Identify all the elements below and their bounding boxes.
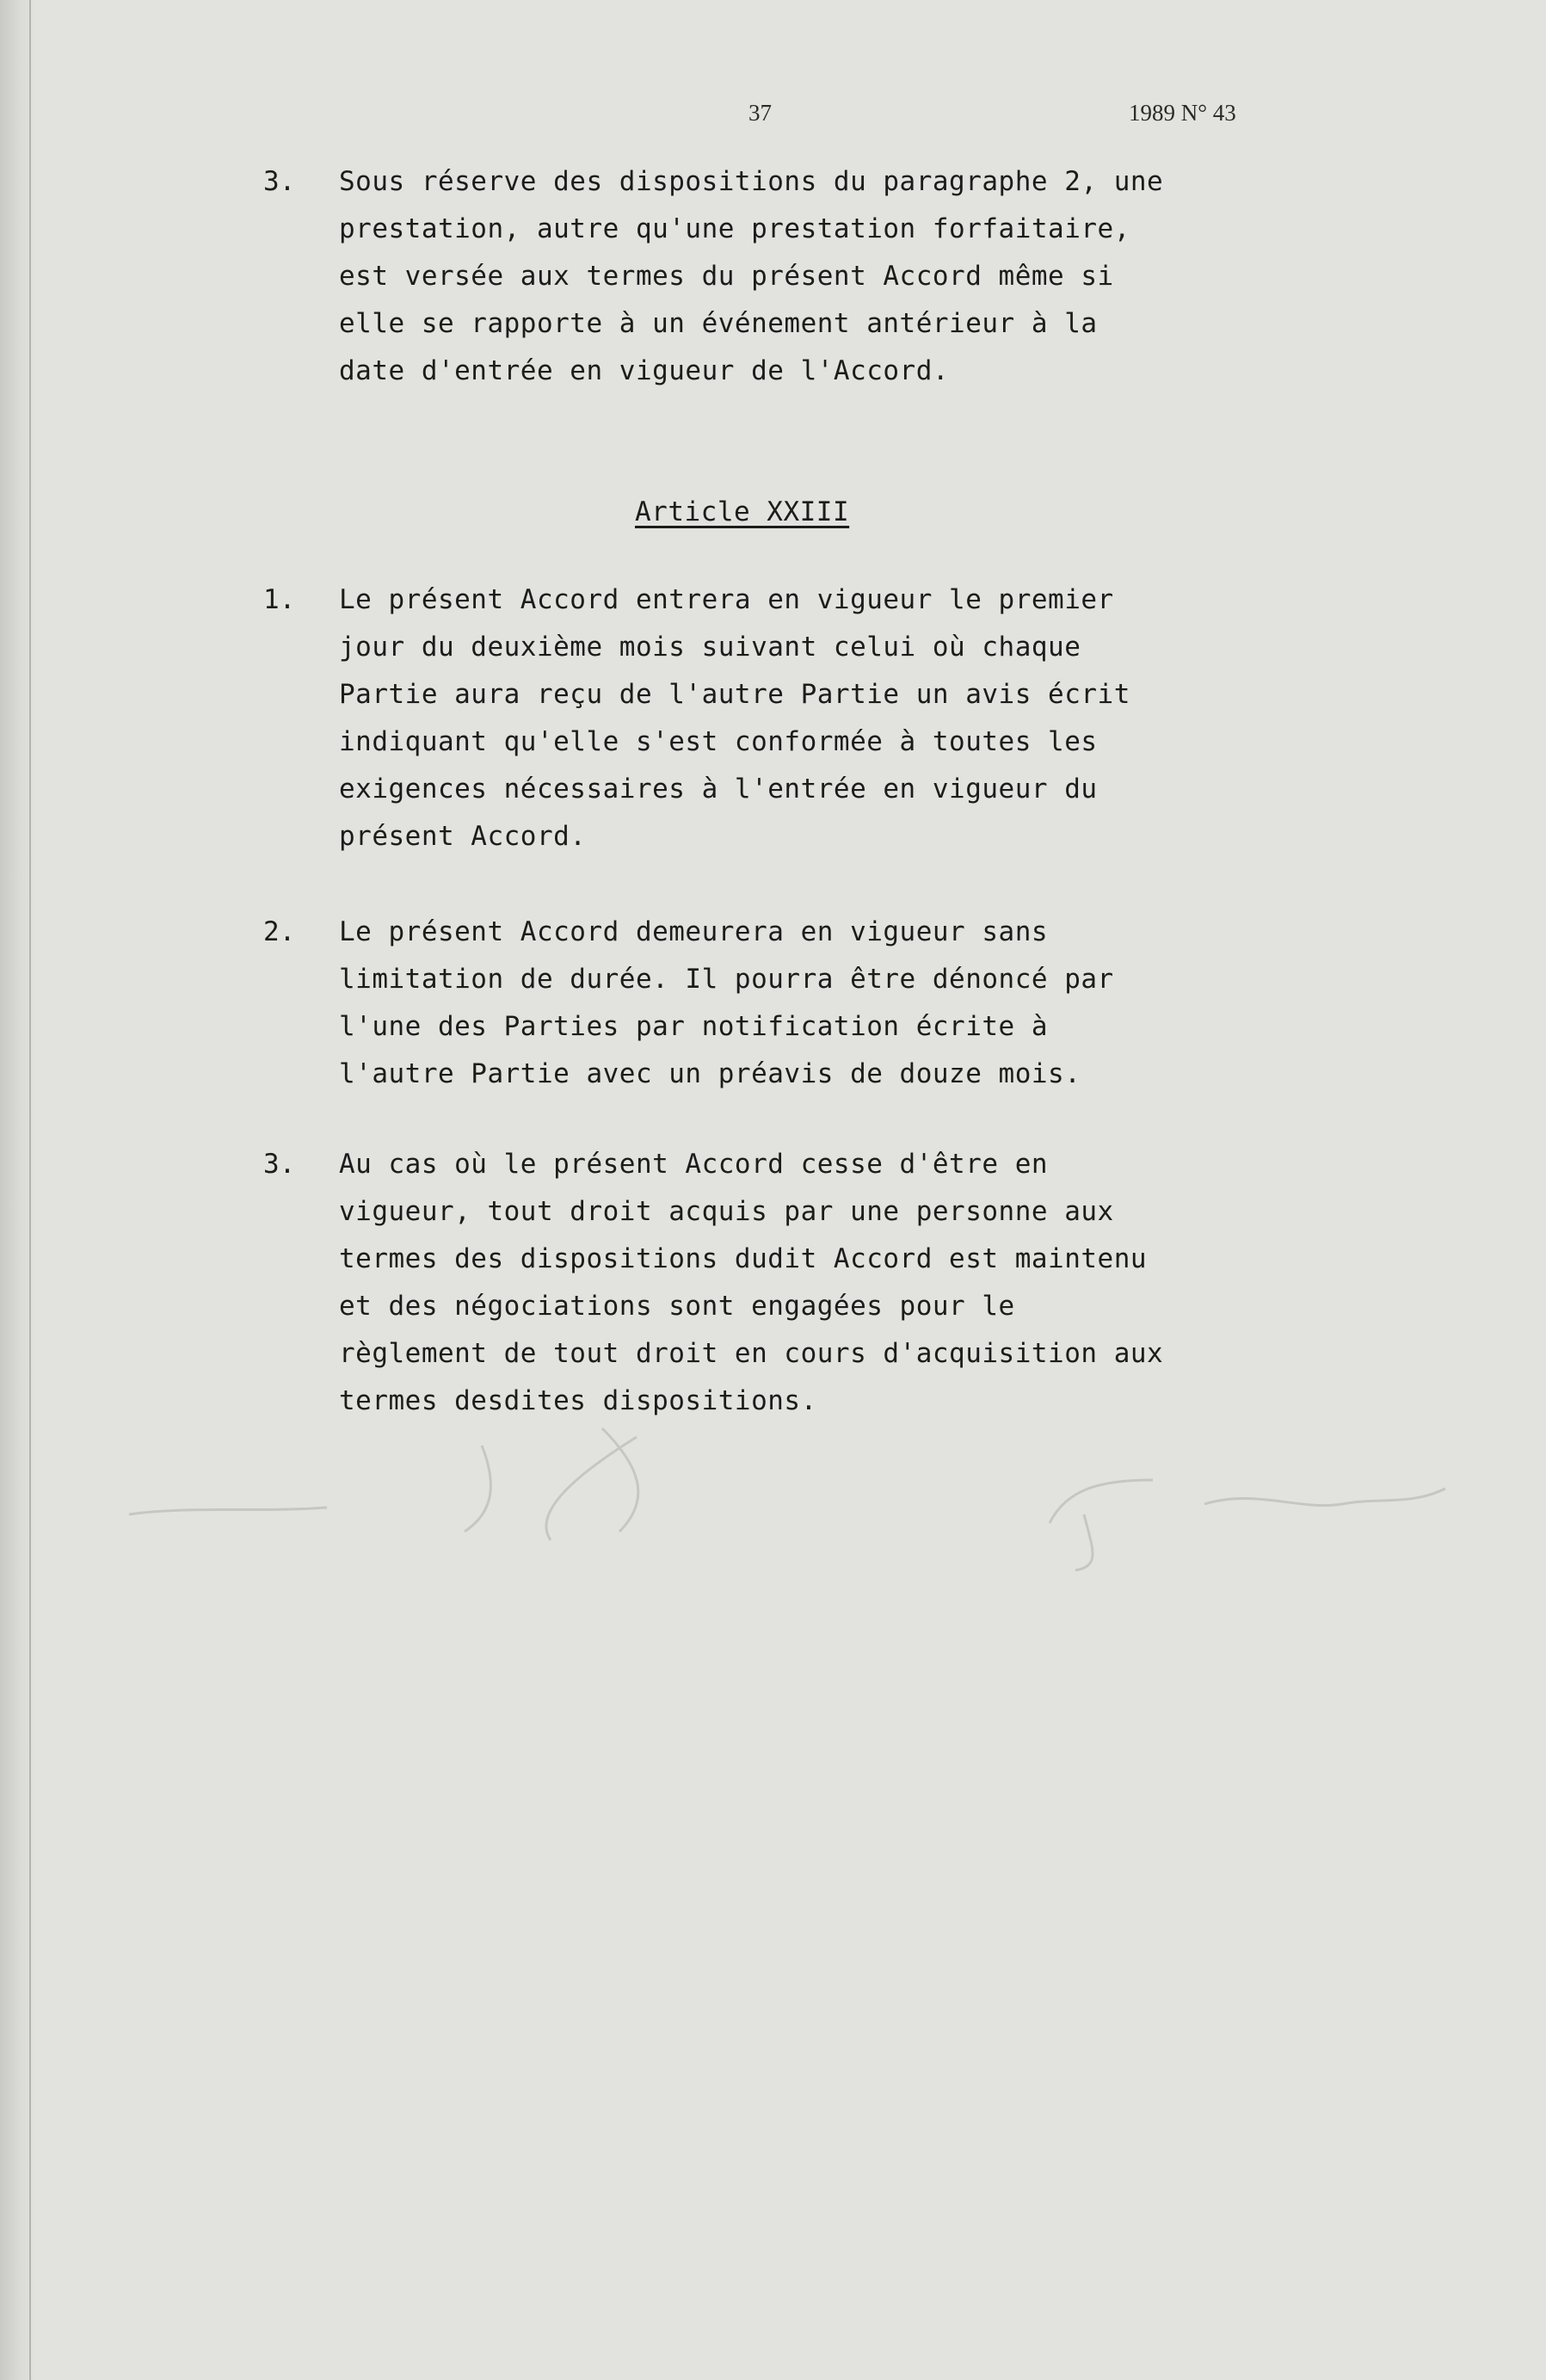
text-line: Le présent Accord demeurera en vigueur sans: [339, 916, 1049, 947]
text-line: indiquant qu'elle s'est conformée à toutes les: [339, 726, 1098, 757]
text-line: est versée aux termes du présent Accord même si: [339, 261, 1114, 292]
text-line: exigences nécessaires à l'entrée en vigueur du: [339, 774, 1098, 805]
text-line: l'autre Partie avec un préavis de douze mois.: [339, 1058, 1081, 1089]
paragraph-text: [339, 909, 1337, 1098]
paragraph-number: 3.: [263, 166, 296, 197]
text-line: limitation de durée. Il pourra être dénoncé par: [339, 964, 1114, 995]
text-line: Partie aura reçu de l'autre Partie un avis écrit: [339, 679, 1130, 710]
text-line: présent Accord.: [339, 821, 587, 852]
article-heading: Article XXIII: [635, 496, 850, 527]
treaty-reference: 1989 N° 43: [1129, 100, 1236, 126]
text-line: prestation, autre qu'une prestation forfaitaire,: [339, 213, 1130, 244]
text-line: Sous réserve des dispositions du paragraphe 2, une: [339, 166, 1164, 197]
page-number: 37: [748, 100, 772, 126]
text-line: jour du deuxième mois suivant celui où chaque: [339, 632, 1081, 663]
text-line: vigueur, tout droit acquis par une personne aux: [339, 1196, 1114, 1227]
text-line: date d'entrée en vigueur de l'Accord.: [339, 355, 950, 386]
text-line: Au cas où le présent Accord cesse d'être en: [339, 1149, 1049, 1180]
paragraph-number: 1.: [263, 584, 296, 615]
text-line: et des négociations sont engagées pour le: [339, 1291, 1015, 1322]
text-line: termes des dispositions dudit Accord est maintenu: [339, 1243, 1148, 1274]
paragraph-text: [339, 577, 1337, 860]
text-line: Le présent Accord entrera en vigueur le premier: [339, 584, 1114, 615]
text-line: elle se rapporte à un événement antérieur à la: [339, 308, 1098, 339]
paragraph-text: [339, 1141, 1337, 1425]
text-line: règlement de tout droit en cours d'acquisition aux: [339, 1338, 1164, 1369]
text-line: l'une des Parties par notification écrite à: [339, 1011, 1049, 1042]
paragraph-number: 3.: [263, 1149, 296, 1180]
paragraph-text: [339, 158, 1337, 395]
paragraph-number: 2.: [263, 916, 296, 947]
text-line: termes desdites dispositions.: [339, 1385, 817, 1416]
